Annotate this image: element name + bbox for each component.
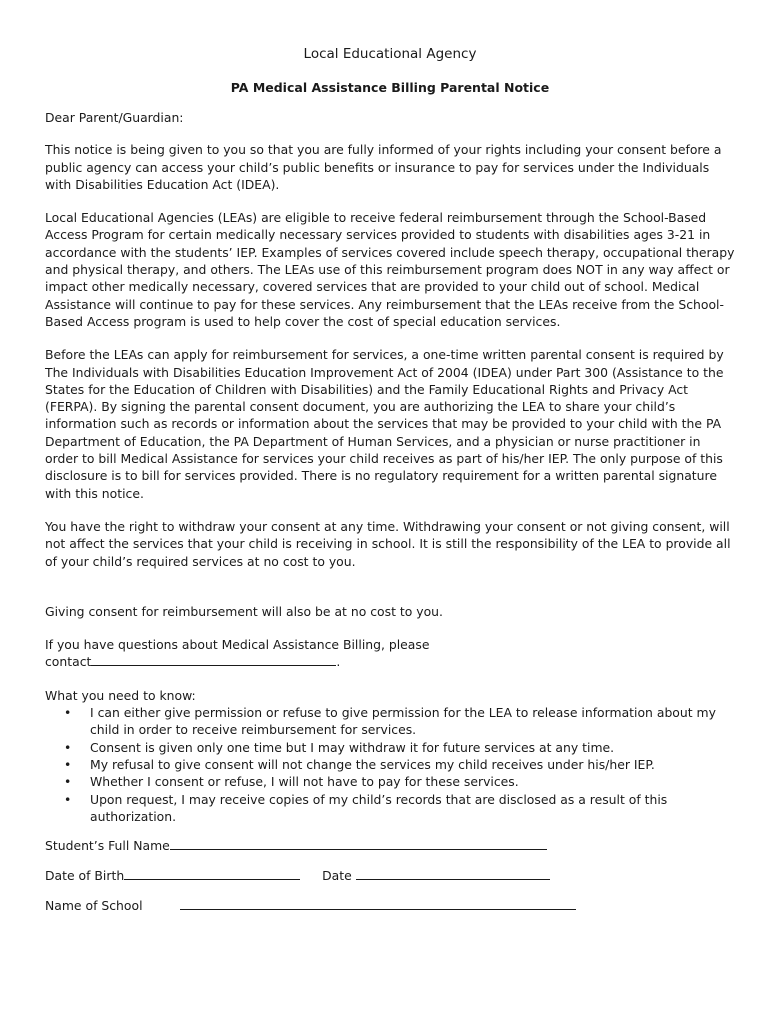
greeting: Dear Parent/Guardian: <box>45 110 184 125</box>
bullet-icon: • <box>64 756 72 772</box>
school-label: Name of School <box>45 898 143 914</box>
withdraw-paragraph: You have the right to withdraw your consent at any time. Withdrawing your consent or not giving consent, will not affect the services that your child is receiving in school. It is still the responsibility of the LEA to provide all of your child’s required services at no cost to you. <box>45 518 731 569</box>
date-label: Date <box>322 868 352 884</box>
bullet-icon: • <box>64 705 72 721</box>
contact-line1: If you have questions about Medical Assistance Billing, please <box>45 637 430 653</box>
know-list <box>45 704 735 825</box>
student-name-row <box>45 837 735 867</box>
list-item: • My refusal to give consent will not change the services my child receives under his/her IEP. <box>64 756 655 772</box>
school-row <box>45 897 735 927</box>
school-field[interactable] <box>180 897 576 910</box>
student-name-label: Student’s Full Name <box>45 838 170 854</box>
bullet-icon: • <box>64 791 72 807</box>
know-heading: What you need to know: <box>45 687 196 703</box>
dob-label: Date of Birth <box>45 868 125 884</box>
contact-end: . <box>336 654 341 670</box>
dob-date-row <box>45 867 735 897</box>
bullet-icon: • <box>64 774 72 790</box>
list-item: • Upon request, I may receive copies of my child’s records that are disclosed as a result of this authorization. <box>64 791 668 824</box>
list-item: • I can either give permission or refuse to give permission for the LEA to release information about my child in order to receive reimbursement for services. <box>64 705 716 738</box>
contact-blank[interactable] <box>91 653 336 666</box>
date-field[interactable] <box>356 867 550 880</box>
list-item: • Whether I consent or refuse, I will not have to pay for these services. <box>64 774 519 790</box>
document-title: PA Medical Assistance Billing Parental Notice <box>230 80 550 95</box>
agency-name: Local Educational Agency <box>303 46 477 62</box>
bullet-icon: • <box>64 739 72 755</box>
consent-paragraph: Before the LEAs can apply for reimbursement for services, a one-time written parental consent is required by The Individuals with Disabilities Education Improvement Act of 2004 (IDEA) under Part 300 (Assistance to the States for the Education of Children with Disabilities) and the Family Educational Rights and Privacy Act (FERPA). By signing the parental consent document, you are authorizing the LEA to share your child’s information such as records or information about the services that may be provided to your child with the PA Department of Education, the PA Department of Human Services, and a physician or nurse practitioner in order to bill Medical Assistance for services your child receives as part of his/her IEP. The only purpose of this disclosure is to bill for services provided. There is no regulatory requirement for a written parental signature with this notice. <box>45 347 724 501</box>
student-name-field[interactable] <box>170 837 547 850</box>
intro-paragraph: This notice is being given to you so that you are fully informed of your rights including your consent before a public agency can access your child’s public benefits or insurance to pay for services under the Individuals with Disabilities Education Act (IDEA). <box>45 142 722 192</box>
lea-paragraph: Local Educational Agencies (LEAs) are eligible to receive federal reimbursement through the School-Based Access Program for certain medically necessary services provided to students with disabilities ages 3-21 in accordance with the students’ IEP. Examples of services covered include speech therapy, occupational therapy and physical therapy, and others. The LEAs use of this reimbursement program does NOT in any way affect or impact other medically necessary, covered services that are provided to your child out of school. Medical Assistance will continue to pay for these services. Any reimbursement that the LEAs receive from the School-Based Access program is used to help cover the cost of special education services. <box>45 210 735 329</box>
notice-document <box>45 46 735 927</box>
list-item: • Consent is given only one time but I may withdraw it for future services at any time. <box>64 739 615 755</box>
no-cost-statement: Giving consent for reimbursement will also be at no cost to you. <box>45 603 443 619</box>
contact-paragraph <box>45 636 735 671</box>
dob-field[interactable] <box>124 867 300 880</box>
contact-label: contact <box>45 654 92 670</box>
